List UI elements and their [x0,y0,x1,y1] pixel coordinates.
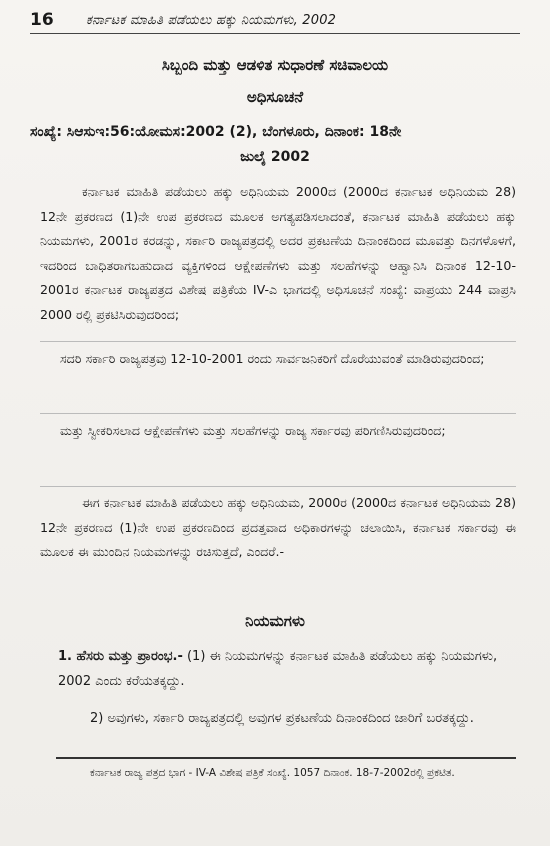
notification-heading: ಅಧಿಸೂಚನೆ [246,88,304,106]
footnote: ಕರ್ನಾಟಕ ರಾಜ್ಯ ಪತ್ರದ ಭಾಗ - IV-A ವಿಶೇಷ ಪತ್ರಿಕೆ ಸಂಖ್ಯೆ. 1057 ದಿನಾಂಕ. 18-7-2002ರಲ್ಲಿ ಪ್ರಕಟಿತ. [90,767,455,779]
department-title: ಸಿಬ್ಬಂದಿ ಮತ್ತು ಆಡಳಿತ ಸುಧಾರಣೆ ಸಚಿವಾಲಯ [161,56,389,74]
rule-1 [58,644,518,694]
paragraph-enactment: ಈಗ ಕರ್ನಾಟಕ ಮಾಹಿತಿ ಪಡೆಯಲು ಹಕ್ಕು ಅಧಿನಿಯಮ, 2000ರ (2000ದ ಕರ್ನಾಟಕ ಅಧಿನಿಯಮ 28) 12ನೇ ಪ್ರಕರಣದ (1)ನೇ ಉಪ ಪ್ರಕರಣದಿಂದ ಪ್ರದತ್ತವಾದ ಅಧಿಕಾರಗಳನ್ನು ಚಲಾಯಿಸಿ, ಕರ್ನಾಟಕ ಸರ್ಕಾರವು ಈ ಮೂಲಕ ಈ ಮುಂದಿನ ನಿಯಮಗಳನ್ನು ರಚಿಸುತ್ತದೆ, ಎಂದರೆ.- [40,495,516,560]
divider [40,413,516,414]
order-reference [30,120,520,170]
page-number: 16 [30,10,54,30]
paragraph-preamble: ಕರ್ನಾಟಕ ಮಾಹಿತಿ ಪಡೆಯಲು ಹಕ್ಕು ಅಧಿನಿಯಮ 2000ದ (2000ದ ಕರ್ನಾಟಕ ಅಧಿನಿಯಮ 28) 12ನೇ ಪ್ರಕರಣದ (1)ನೇ ಉಪ ಪ್ರಕರಣದ ಮೂಲಕ ಅಗತ್ಯಪಡಿಸಲಾದಂತೆ, ಕರ್ನಾಟಕ ಮಾಹಿತಿ ಪಡೆಯಲು ಹಕ್ಕು ನಿಯಮಗಳು, 2001ರ ಕರಡನ್ನು, ಸರ್ಕಾರಿ ರಾಜ್ಯಪತ್ರದಲ್ಲಿ ಅದರ ಪ್ರಕಟಣೆಯ ದಿನಾಂಕದಿಂದ ಮೂವತ್ತು ದಿನಗಳೊಳಗೆ, ಇದರಿಂದ ಬಾಧಿತರಾಗಬಹುದಾದ ವ್ಯಕ್ತಿಗಳಿಂದ ಆಕ್ಷೇಪಣೆಗಳು ಮತ್ತು ಸಲಹೆಗಳನ್ನು ಆಹ್ವಾನಿಸಿ ದಿನಾಂಕ 12-10-2001ರ ಕರ್ನಾಟಕ ರಾಜ್ಯಪತ್ರದ ವಿಶೇಷ ಪತ್ರಿಕೆಯ IV-ಎ ಭಾಗದಲ್ಲಿ ಅಧಿಸೂಚನೆ ಸಂಖ್ಯೆ: ವಾಪ್ರಯು 244 ವಾಪ್ರಸಿ 2000 ರಲ್ಲಿ ಪ್ರಕಟಿಸಿರುವುದರಿಂದ; [40,184,516,322]
paragraph-publication: ಸದರಿ ಸರ್ಕಾರಿ ರಾಜ್ಯಪತ್ರವು 12-10-2001 ರಂದು ಸಾರ್ವಜನಿಕರಿಗೆ ದೊರೆಯುವಂತೆ ಮಾಡಿರುವುದರಿಂದ; [60,351,485,366]
divider [40,486,516,487]
page-header [30,8,530,32]
rule-1-title: 1. ಹೆಸರು ಮತ್ತು ಪ್ರಾರಂಭ.- [58,649,183,664]
running-head: ಕರ್ನಾಟಕ ಮಾಹಿತಿ ಪಡೆಯಲು ಹಕ್ಕು ನಿಯಮಗಳು, 2002 [86,12,337,28]
order-line-1: ಸಂಖ್ಯೆ: ಸಿಆಸುಇ:56:ಯೋಮಸ:2002 (2), ಬೆಂಗಳೂರು, ದಿನಾಂಕ: 18ನೇ [30,124,402,140]
divider [40,341,516,342]
rules-heading: ನಿಯಮಗಳು [245,612,305,630]
paragraph-objections: ಮತ್ತು ಸ್ವೀಕರಿಸಲಾದ ಆಕ್ಷೇಪಣೆಗಳು ಮತ್ತು ಸಲಹೆಗಳನ್ನು ರಾಜ್ಯ ಸರ್ಕಾರವು ಪರಿಗಣಿಸಿರುವುದರಿಂದ; [60,423,446,438]
footnote-rule [56,757,516,759]
rule-1-2: 2) ಅವುಗಳು, ಸರ್ಕಾರಿ ರಾಜ್ಯಪತ್ರದಲ್ಲಿ ಅವುಗಳ ಪ್ರಕಟಣೆಯ ದಿನಾಂಕದಿಂದ ಜಾರಿಗೆ ಬರತಕ್ಕದ್ದು. [90,711,474,726]
order-line-2: ಜುಲೈ 2002 [240,149,310,165]
header-rule [30,33,520,34]
rule-1-text: (1) ಈ ನಿಯಮಗಳನ್ನು ಕರ್ನಾಟಕ ಮಾಹಿತಿ ಪಡೆಯಲು ಹಕ್ಕು ನಿಯಮಗಳು, 2002 ಎಂದು ಕರೆಯತಕ್ಕದ್ದು. [58,649,498,689]
